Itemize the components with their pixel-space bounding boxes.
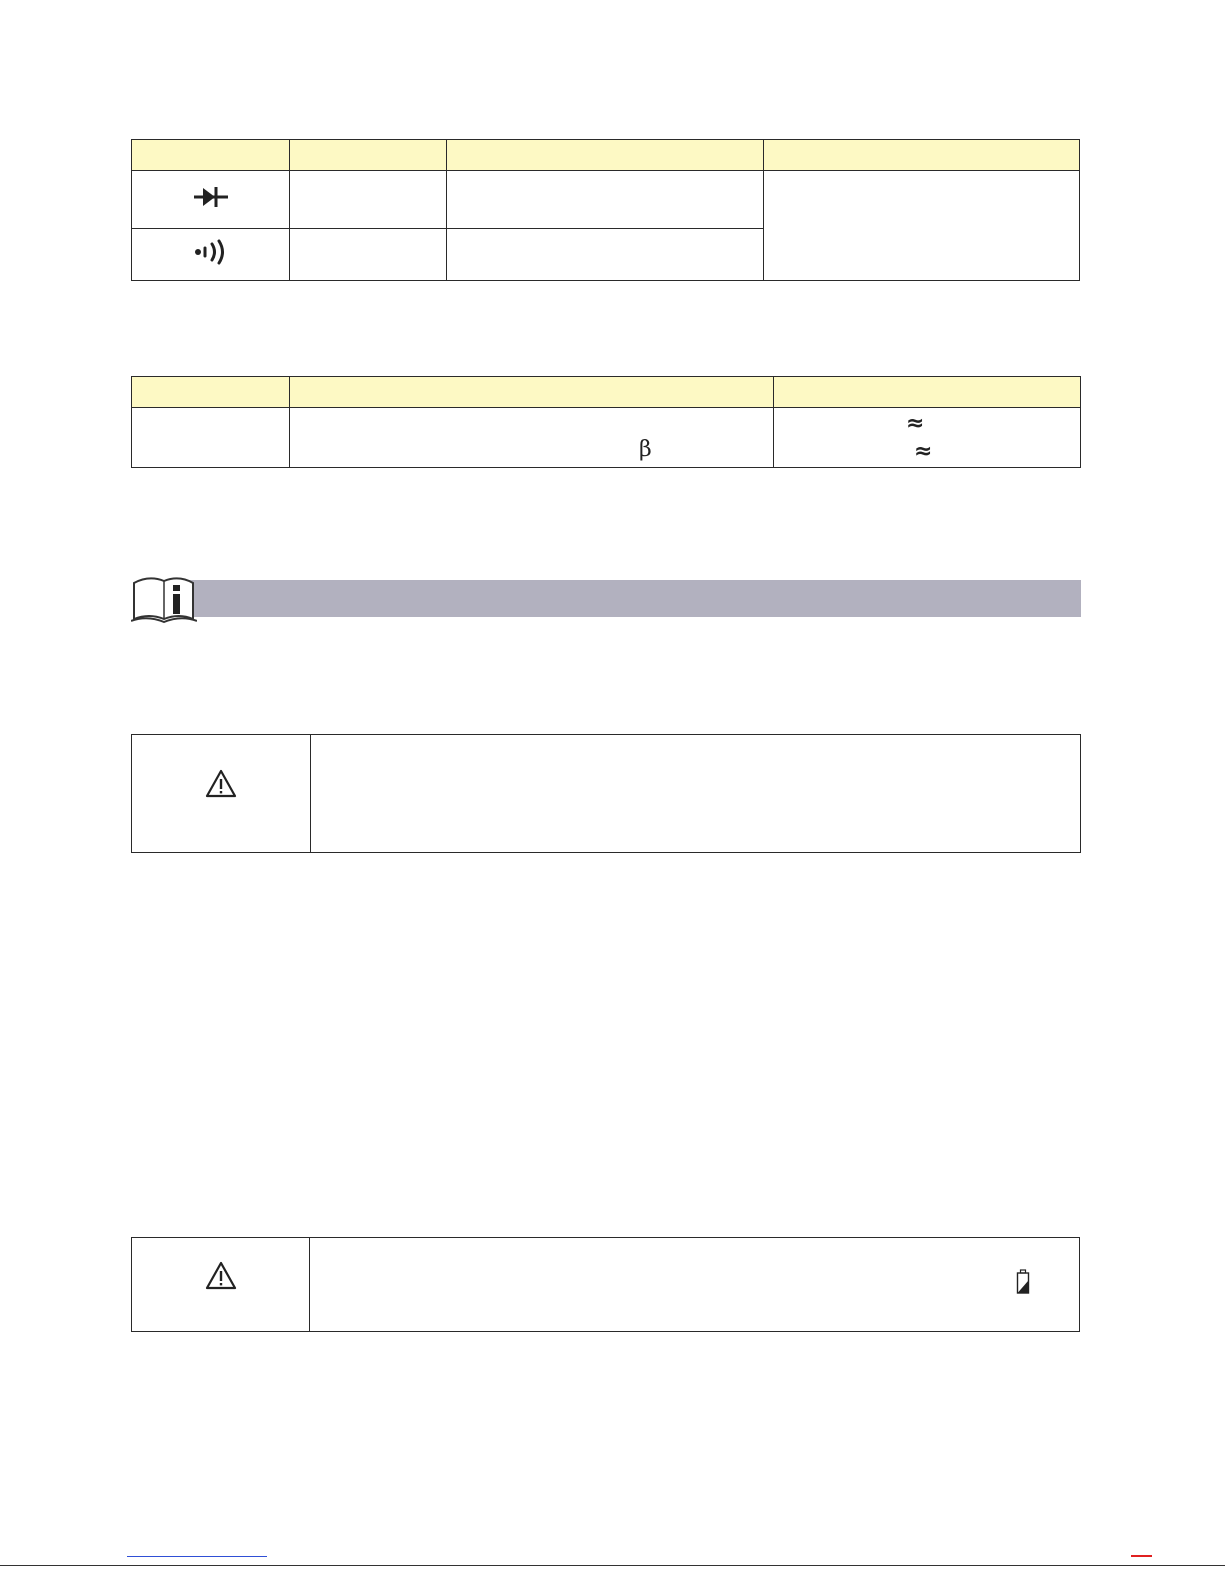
approx-symbol: ≈ (906, 411, 925, 436)
hfe-table (131, 376, 1081, 468)
symbol-cell (132, 229, 290, 281)
beta-symbol: β (639, 437, 652, 462)
header-cell (290, 377, 774, 408)
diode-icon (193, 185, 229, 209)
info-book-icon (131, 575, 197, 630)
warning-triangle-icon (205, 1261, 237, 1295)
header-cell (774, 377, 1081, 408)
footer-page-mark (1131, 1555, 1152, 1557)
warning-box (131, 1237, 1080, 1332)
info-banner (131, 575, 1081, 623)
table-row (132, 171, 1080, 229)
info-bar (189, 580, 1081, 617)
approx-symbol: ≈ (914, 439, 933, 464)
table-row (132, 408, 1081, 468)
table-header-row (132, 377, 1081, 408)
header-cell (132, 140, 290, 171)
symbol-cell (132, 171, 290, 229)
header-cell (764, 140, 1080, 171)
warning-box (131, 734, 1081, 853)
footer-link-underline[interactable] (127, 1556, 267, 1557)
header-cell (132, 377, 290, 408)
table-cell (290, 171, 447, 229)
table-cell (290, 408, 774, 468)
header-cell (290, 140, 447, 171)
table-cell (132, 408, 290, 468)
header-cell (447, 140, 764, 171)
table-header-row (132, 140, 1080, 171)
warning-triangle-icon (205, 769, 237, 803)
continuity-beeper-icon (193, 239, 229, 265)
merged-cell (764, 171, 1080, 281)
table-cell (290, 229, 447, 281)
diode-continuity-table (131, 139, 1080, 281)
low-battery-icon (1016, 1269, 1030, 1300)
footer-rule (0, 1565, 1225, 1566)
table-cell (447, 171, 764, 229)
table-cell (447, 229, 764, 281)
